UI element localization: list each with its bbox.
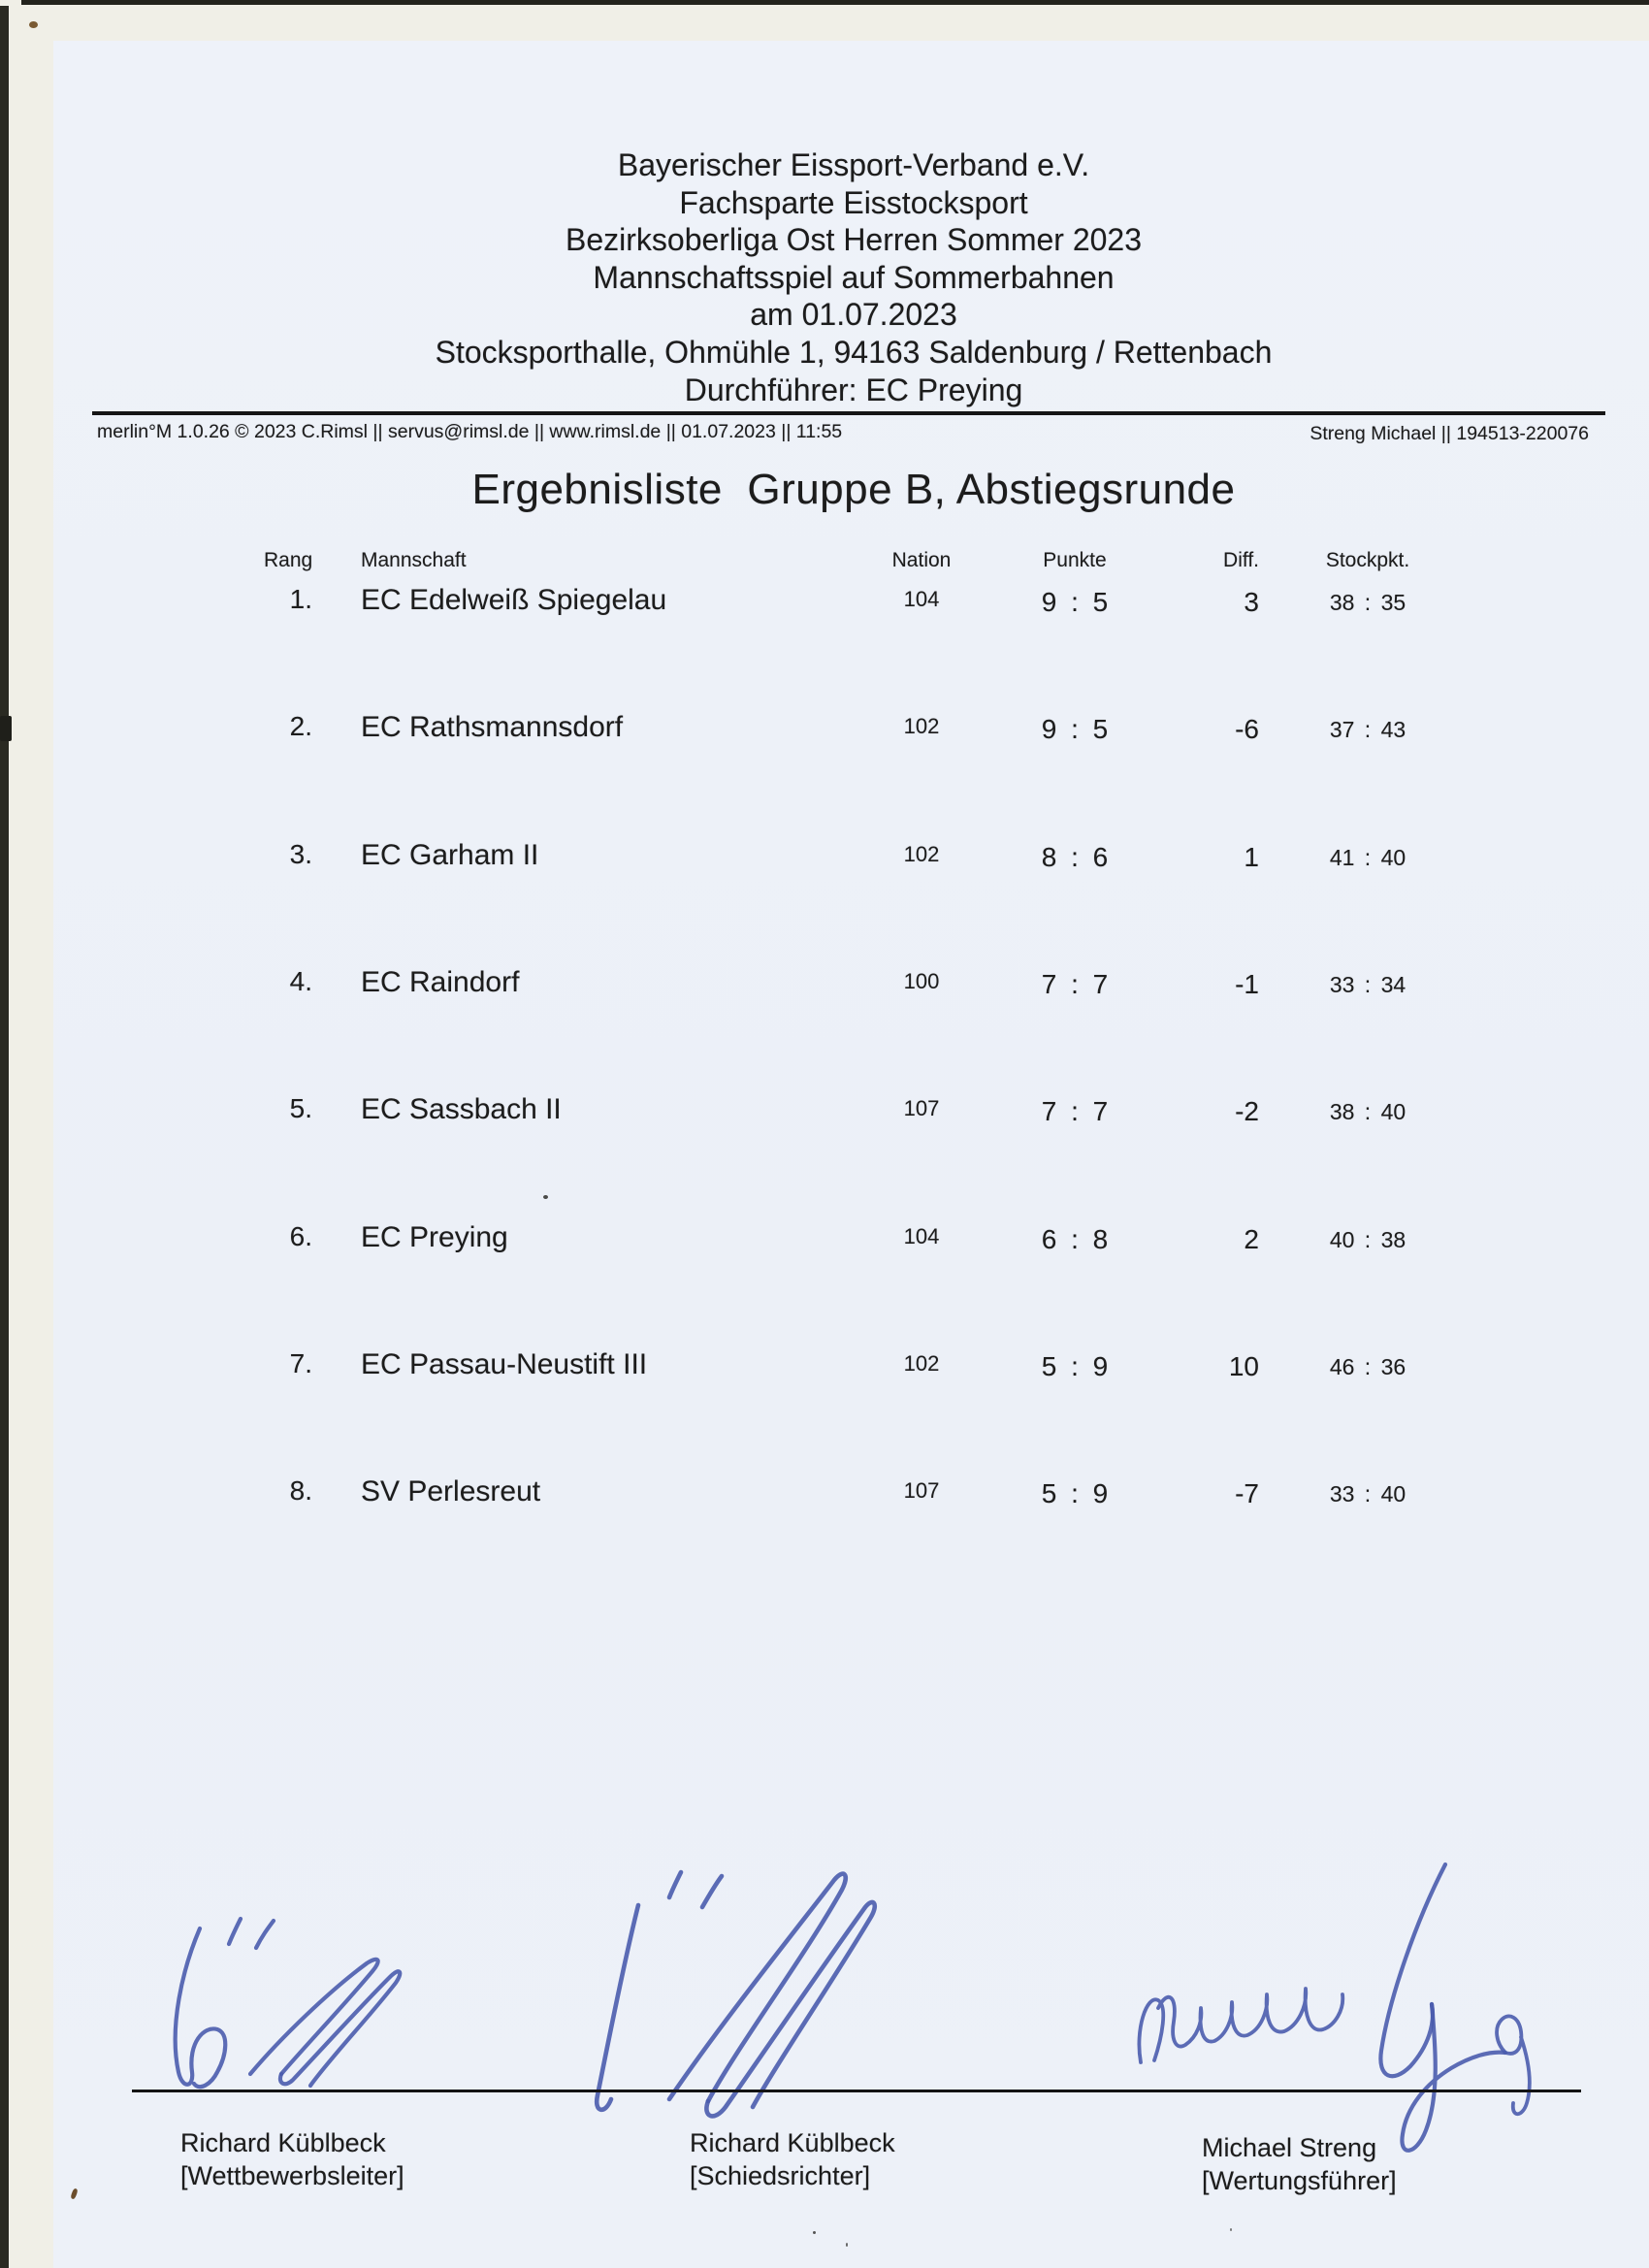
letterhead-line-league: Bezirksoberliga Ost Herren Sommer 2023: [565, 222, 1142, 258]
dust-speck: [29, 21, 38, 28]
nation-cell: 100: [903, 969, 940, 993]
nation-cell: 107: [903, 1096, 940, 1120]
column-header-punkte: Punkte: [1043, 549, 1107, 571]
stockpoints-cell: 38 : 35: [1329, 590, 1406, 615]
table-row: [0, 1348, 1649, 1391]
letterhead-line-date: am 01.07.2023: [750, 297, 957, 333]
letterhead-line-org: Bayerischer Eissport-Verband e.V.: [617, 147, 1090, 182]
dust-speck: [813, 2231, 816, 2234]
diff-cell: -7: [1235, 1478, 1259, 1508]
nation-cell: 104: [903, 587, 940, 611]
dust-speck: [846, 2243, 848, 2247]
diff-cell: -1: [1235, 969, 1259, 999]
rank-cell: 2.: [289, 711, 312, 741]
points-cell: 5 : 9: [1041, 1478, 1109, 1508]
signer-name: Richard Küblbeck: [690, 2128, 895, 2157]
letterhead-line-division: Fachsparte Eisstocksport: [679, 184, 1028, 220]
table-row: [0, 711, 1649, 754]
horizontal-rule: [92, 411, 1605, 415]
team-cell: EC Edelweiß Spiegelau: [361, 584, 667, 616]
team-cell: EC Passau-Neustift III: [361, 1348, 648, 1380]
column-header-mannschaft: Mannschaft: [361, 549, 467, 571]
team-cell: EC Sassbach II: [361, 1093, 562, 1125]
table-row: [0, 1093, 1649, 1136]
diff-cell: 10: [1228, 1351, 1259, 1381]
stockpoints-cell: 33 : 40: [1329, 1481, 1406, 1507]
signer-role: [Wertungsführer]: [1202, 2166, 1397, 2195]
rank-cell: 3.: [289, 839, 312, 869]
table-row: [0, 1221, 1649, 1264]
rank-cell: 8.: [289, 1475, 312, 1506]
points-cell: 9 : 5: [1041, 714, 1109, 744]
table-row: [0, 839, 1649, 882]
software-meta-text: merlin°M 1.0.26 © 2023 C.Rimsl || servus@rimsl.de || www.rimsl.de || 01.07.2023 || 11:55: [97, 421, 843, 442]
signature-wertungsfuehrer-image: [1125, 1843, 1542, 2178]
stockpoints-cell: 41 : 40: [1329, 845, 1406, 870]
column-header-diff: Diff.: [1223, 549, 1259, 571]
team-cell: EC Garham II: [361, 839, 539, 871]
team-cell: SV Perlesreut: [361, 1475, 541, 1507]
diff-cell: -2: [1235, 1096, 1259, 1126]
letterhead-line-venue: Stocksporthalle, Ohmühle 1, 94163 Saldenburg / Rettenbach: [435, 334, 1273, 370]
nation-cell: 102: [903, 714, 940, 738]
nation-cell: 107: [903, 1478, 940, 1503]
signer-block-wettbewerbsleiter: [180, 2126, 404, 2192]
points-cell: 8 : 6: [1041, 842, 1109, 872]
rank-cell: 7.: [289, 1348, 312, 1378]
signer-block-wertungsfuehrer: [1202, 2131, 1397, 2197]
signer-block-schiedsrichter: [690, 2126, 895, 2192]
scorer-meta-text: Streng Michael || 194513-220076: [1310, 423, 1589, 444]
stockpoints-cell: 33 : 34: [1329, 972, 1406, 997]
column-header-nation: Nation: [891, 549, 952, 571]
diff-cell: 3: [1244, 587, 1259, 617]
rank-cell: 4.: [289, 966, 312, 996]
points-cell: 7 : 7: [1041, 969, 1109, 999]
signer-name: Michael Streng: [1202, 2133, 1377, 2162]
team-cell: EC Preying: [361, 1221, 508, 1253]
team-cell: EC Raindorf: [361, 966, 520, 998]
signature-rule: [132, 2090, 1581, 2092]
diff-cell: -6: [1235, 714, 1259, 744]
points-cell: 5 : 9: [1041, 1351, 1109, 1381]
rank-cell: 6.: [289, 1221, 312, 1251]
points-cell: 9 : 5: [1041, 587, 1109, 617]
table-row: [0, 966, 1649, 1009]
table-row: [0, 1475, 1649, 1518]
nation-cell: 102: [903, 1351, 940, 1376]
rank-cell: 1.: [289, 584, 312, 614]
diff-cell: 2: [1244, 1224, 1259, 1254]
nation-cell: 102: [903, 842, 940, 866]
signer-role: [Wettbewerbsleiter]: [180, 2161, 404, 2190]
team-cell: EC Rathsmannsdorf: [361, 711, 624, 743]
signer-role: [Schiedsrichter]: [690, 2161, 871, 2190]
stockpoints-cell: 37 : 43: [1329, 717, 1406, 742]
letterhead-line-event: Mannschaftsspiel auf Sommerbahnen: [593, 259, 1115, 295]
dust-speck: [1230, 2228, 1232, 2231]
rank-cell: 5.: [289, 1093, 312, 1123]
scan-edge-left: [0, 6, 9, 2268]
stockpoints-cell: 40 : 38: [1329, 1227, 1406, 1252]
column-header-rang: Rang: [264, 549, 313, 571]
nation-cell: 104: [903, 1224, 940, 1248]
stockpoints-cell: 38 : 40: [1329, 1099, 1406, 1124]
table-row: [0, 584, 1649, 627]
results-title: Ergebnisliste Gruppe B, Abstiegsrunde: [471, 466, 1236, 513]
diff-cell: 1: [1244, 842, 1259, 872]
letterhead-line-organizer: Durchführer: EC Preying: [684, 372, 1023, 407]
points-cell: 7 : 7: [1041, 1096, 1109, 1126]
scan-edge-top: [21, 0, 1649, 5]
letterhead: [58, 146, 1649, 408]
signature-wettbewerbsleiter-image: [136, 1901, 446, 2110]
signer-name: Richard Küblbeck: [180, 2128, 386, 2157]
column-header-stockpkt: Stockpkt.: [1325, 549, 1410, 571]
points-cell: 6 : 8: [1041, 1224, 1109, 1254]
dust-speck: [543, 1195, 548, 1199]
stockpoints-cell: 46 : 36: [1329, 1354, 1406, 1379]
